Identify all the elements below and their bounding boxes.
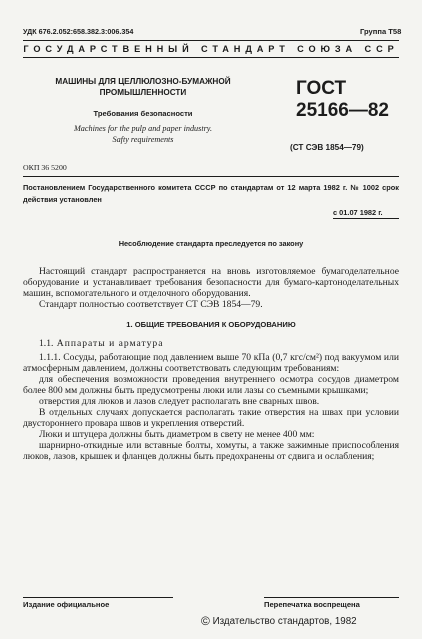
subsection-1-1-heading (23, 338, 399, 349)
reprint-prohibited: Перепечатка воспрещена (264, 600, 360, 609)
paragraph-exceptions: В отдельных случаях допускается располагать такие отверстия на швах при условии двустороннего провара швов и укрепления отверстий. (23, 407, 399, 430)
copyright-line (201, 614, 357, 628)
requirements-subtitle-ru: Требования безопасности (93, 109, 193, 118)
paragraph-openings: отверстия для люков и лазов следует располагать вне сварных швов. (39, 395, 320, 407)
effective-date: с 01.07 1982 г. (333, 208, 383, 217)
st-sev-reference: (СТ СЭВ 1854—79) (290, 143, 364, 152)
top-rule-upper (23, 40, 399, 41)
paragraph-inspection: для обеспечения возможности проведения внутреннего осмотра сосудов диаметром более 800 мм должны быть предусмотрены люки или лазы со съемными крышками; (23, 373, 399, 396)
udk-code: УДК 676.2.052:658.382.3:006.354 (23, 27, 134, 36)
subsection-title: Аппараты и арматура (56, 338, 164, 350)
copyright-icon: © (201, 614, 210, 628)
standard-title-en (23, 124, 263, 145)
state-standard-title: ГОСУДАРСТВЕННЫЙ СТАНДАРТ СОЮЗА ССР (23, 44, 399, 54)
group-code: Группа Т58 (360, 27, 402, 36)
top-rule-lower (23, 57, 399, 58)
paragraph-fasteners: шарнирно-откидные или вставные болты, хомуты, а также зажимные приспособления люков, лазов, крышек и фланцев должны быть предохранены от сдвига и ослабления; (23, 440, 399, 463)
official-edition: Издание официальное (23, 600, 110, 609)
section-1-heading: 1. ОБЩИЕ ТРЕБОВАНИЯ К ОБОРУДОВАНИЮ (126, 320, 296, 330)
okp-rule (23, 176, 399, 177)
violation-notice: Несоблюдение стандарта преследуется по закону (118, 239, 304, 248)
paragraph-1-1-1: 1.1.1. Сосуды, работающие под давлением выше 70 кПа (0,7 кгс/см²) под вакуумом или атмосферным давлением, должны соответствовать следующим требованиям: (23, 351, 399, 374)
gost-label: ГОСТ (296, 78, 347, 99)
okp-code: ОКП 36 5200 (23, 163, 67, 172)
title-en-line2: Safty requirements (112, 134, 174, 144)
compliance-paragraph: Стандарт полностью соответствует СТ СЭВ 1854—79. (39, 299, 263, 311)
paragraph-hatch-diameter: Люки и штуцера должны быть диаметром в свету не менее 400 мм: (39, 429, 315, 441)
standard-title-ru: МАШИНЫ ДЛЯ ЦЕЛЛЮЛОЗНО-БУМАЖНОЙ ПРОМЫШЛЕННОСТИ (55, 77, 231, 97)
decree-text: Постановлением Государственного комитета СССР по стандартам от 12 марта 1982 г. № 1002 срок действия установлен (23, 183, 399, 204)
gost-number: 25166—82 (296, 100, 389, 121)
date-rule (333, 218, 399, 219)
intro-paragraph: Настоящий стандарт распространяется на вновь изготовляемое бумагоделательное оборудование и устанавливает требования безопасности для бумаго-картоноделательных машин, вспомогательного и отделочного оборудования. (23, 266, 399, 300)
footer-rule-right (264, 597, 399, 598)
copyright-text: Издательство стандартов, 1982 (212, 616, 357, 627)
footer-rule-left (23, 597, 173, 598)
body-text (23, 266, 399, 463)
subsection-number: 1.1. (39, 338, 54, 350)
title-en-line1: Machines for the pulp and paper industry. (73, 124, 213, 133)
